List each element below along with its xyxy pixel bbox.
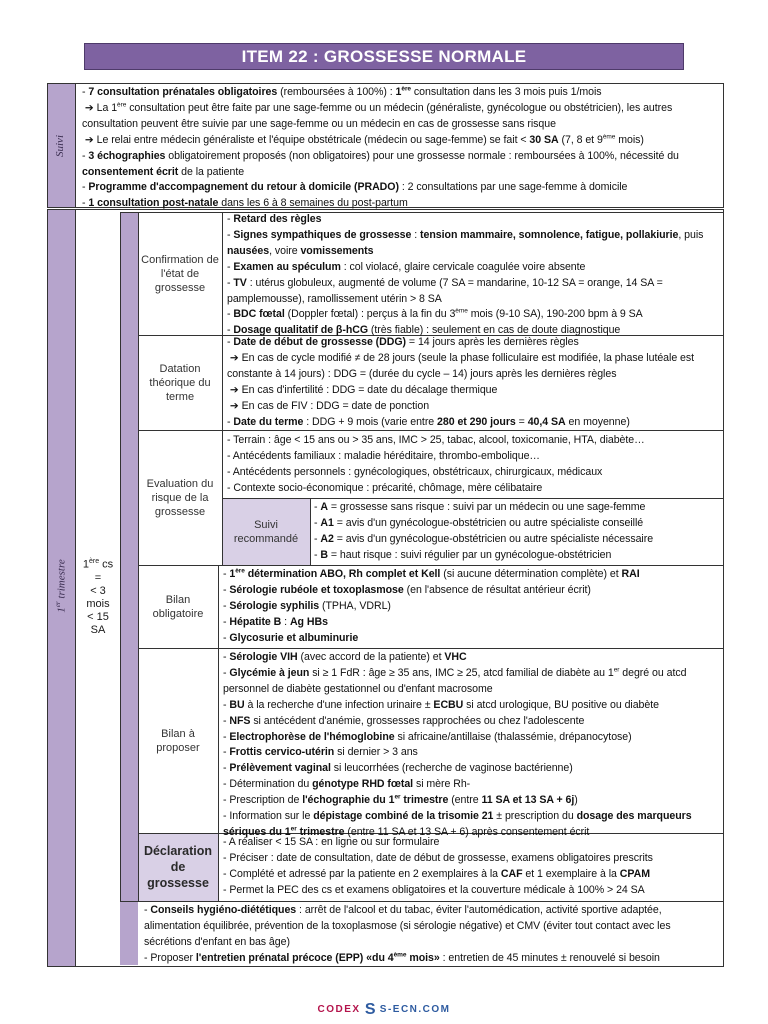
border [723,83,724,208]
border [138,565,724,566]
logo-icon: S [364,1001,376,1018]
datation-content: - Date de début de grossesse (DDG) = 14 jours après les dernières règles ➔ En cas de cycle modifié ≠ de 28 jours (seule la phase folliculaire est modifiée, la phase lutéale est constante à 14 jours) : DDG = (durée du cycle – 14) jours après les dernières règles ➔ En cas d'infertilité : DDG = date du décalage thermique ➔ En cas de FIV : DDG = date de ponction - Date du terme : DDG + 9 mois (varie entre 280 et 290 jours = 40,4 SA en moyenne) [227,336,695,428]
bilan-proposer-content: - Sérologie VIH (avec accord de la patiente) et VHC - Glycémie à jeun si ≥ 1 FdR : âge ≥ 35 ans, IMC ≥ 25, atcd familial de diabète au 1er degré ou atcd personnel de diabète gestationnel ou d'enfant macrosome - BU à la recherche d'une infection urinaire ± ECBU si atcd urologique, BU positive ou diabète - NFS si antécédent d'anémie, grossesses rapprochées ou chez l'adolescente - Electrophorèse de l'hémoglobine si africaine/antillaise (thalassémie, drépanocytose) - Frottis cervico-utérin si dernier > 3 ans - Prélèvement vaginal si leucorrhées (recherche de vaginose bactérienne) - Détermination du génotype RHD fœtal si mère Rh- - Prescription de l'échographie du 1er trimestre (entre 11 SA et 13 SA + 6j) - Information sur le dépistage combiné de la trisomie 21 ± prescription du dosage des marqueurs sériques du 1er trimestre (entre 11 SA et 13 SA + 6) après consentement écrit [223,651,692,838]
border [120,901,724,902]
border [47,83,48,208]
conseils-content: - Conseils hygiéno-diététiques : arrêt de l'alcool et du tabac, éviter l'automédication, activité sportive adaptée, alimentation équilibrée, prévention de la toxoplasmose (si sérologie négative) et CMV (éviter tout contact avec les sécrétions d'enfant en bas âge) - Proposer l'entretien prénatal précoce (EPP) «du 4ème mois» : entretien de 45 minutes ± renouvelé si besoin [144,904,671,964]
border [75,83,76,208]
section-confirmation: Confirmation de l'état de grossesse [141,253,219,294]
trimestre-label: 1er trimestre [54,559,68,613]
bilan-obligatoire-content: - 1ère détermination ABO, Rh complet et Kell (si aucune détermination complète) et RAI - Sérologie rubéole et toxoplasmose (en l'absence de résultat antérieur écrit) - Sérologie syphilis (TPHA, VDRL) - Hépatite B : Ag HBs - Glycosurie et albuminurie [223,567,640,644]
border [222,212,223,566]
section-declaration: Déclaration de grossesse [143,844,213,890]
border [75,209,76,967]
confirmation-content: - Retard des règles - Signes sympathiques de grossesse : tension mammaire, somnolence, fatigue, pollakiurie, puis nausées, voire vomissements - Examen au spéculum : col violacé, glaire cervicale coagulée voire absente - TV : utérus globuleux, augmenté de volume (7 SA = mandarine, 10-12 SA = orange, 14 SA = pamplemousse), ramollissement utérin > 8 SA - BDC fœtal (Doppler fœtal) : perçus à la fin du 3ème mois (9-10 SA), 190-200 bpm à 9 SA - Dosage qualitatif de β-hCG (très fiable) : seulement en cas de doute diagnostique [227,213,704,337]
page-title: ITEM 22 : GROSSESSE NORMALE [84,43,684,70]
first-consultation-label: 1ère cs = < 3 mois < 15 SA [82,558,114,636]
section-evaluation: Evaluation du risque de la grossesse [146,477,214,518]
border [138,212,139,901]
border [47,83,724,84]
section-bilan-obligatoire: Bilan obligatoire [152,593,204,620]
border [723,209,724,967]
suivi-label: Suivi [54,135,66,157]
footer-logo [0,1001,768,1019]
section-bilan-proposer: Bilan à proposer [156,727,200,754]
border [138,648,724,649]
site-url: S-ECN.COM [379,1004,451,1015]
border [218,565,219,901]
suivi-recommande-content: - A = grossesse sans risque : suivi par un médecin ou une sage-femme - A1 = avis d'un gynécologue-obstétricien ou autre spécialiste conseillé - A2 = avis d'un gynécologue-obstétricien ou autre spécialiste nécessaire - B = haut risque : suivi régulier par un gynécologue-obstétricien [314,501,654,561]
declaration-content: - A réaliser < 15 SA : en ligne ou sur formulaire - Préciser : date de consultation, date de début de grossesse, examens obligatoires prescrits - Complété et adressé par la patiente en 2 exemplaires à la CAF et 1 exemplaire à la CPAM - Permet la PEC des cs et examens obligatoires et la couverture médicale à 100% > 24 SA [223,836,653,896]
evaluation-content: - Terrain : âge < 15 ans ou > 35 ans, IMC > 25, tabac, alcool, toxicomanie, HTA, diabète… - Antécédents familiaux : maladie héréditaire, thrombo-embolique… - Antécédents personnels : gynécologiques, obstétricaux, chirurgicaux, médicaux - Contexte socio-économique : précarité, chômage, mère célibataire [227,434,645,494]
border [310,498,311,566]
section-datation: Datation théorique du terme [149,362,211,403]
brand-name: CODEX [317,1004,361,1015]
border [47,209,48,967]
border [120,212,121,901]
section-suivi-recommande: Suivi recommandé [233,519,299,545]
subsection-side-column [120,212,138,965]
suivi-content: - 7 consultation prénatales obligatoires (remboursées à 100%) : 1ère consultation dans les 3 mois puis 1/mois ➔ La 1ère consultation peut être faite par une sage-femme ou un médecin (généraliste, gynécologue ou obstétricien), les autres consultation peuvent être suivie par une sage-femme ou un médecin en cas de grossesse sans risque ➔ Le relai entre médecin généraliste et l'équipe obstétricale (médecin ou sage-femme) se fait < 30 SA (7, 8 et 9ème mois) - 3 échographies obligatoirement proposés (non obligatoires) pour une grossesse normale : remboursées à 100%, nécessité du consentement écrit de la patiente - Programme d'accompagnement du retour à domicile (PRADO) : 2 consultations par une sage-femme à domicile - 1 consultation post-natale dans les 6 à 8 semaines du post-partum [82,85,679,210]
